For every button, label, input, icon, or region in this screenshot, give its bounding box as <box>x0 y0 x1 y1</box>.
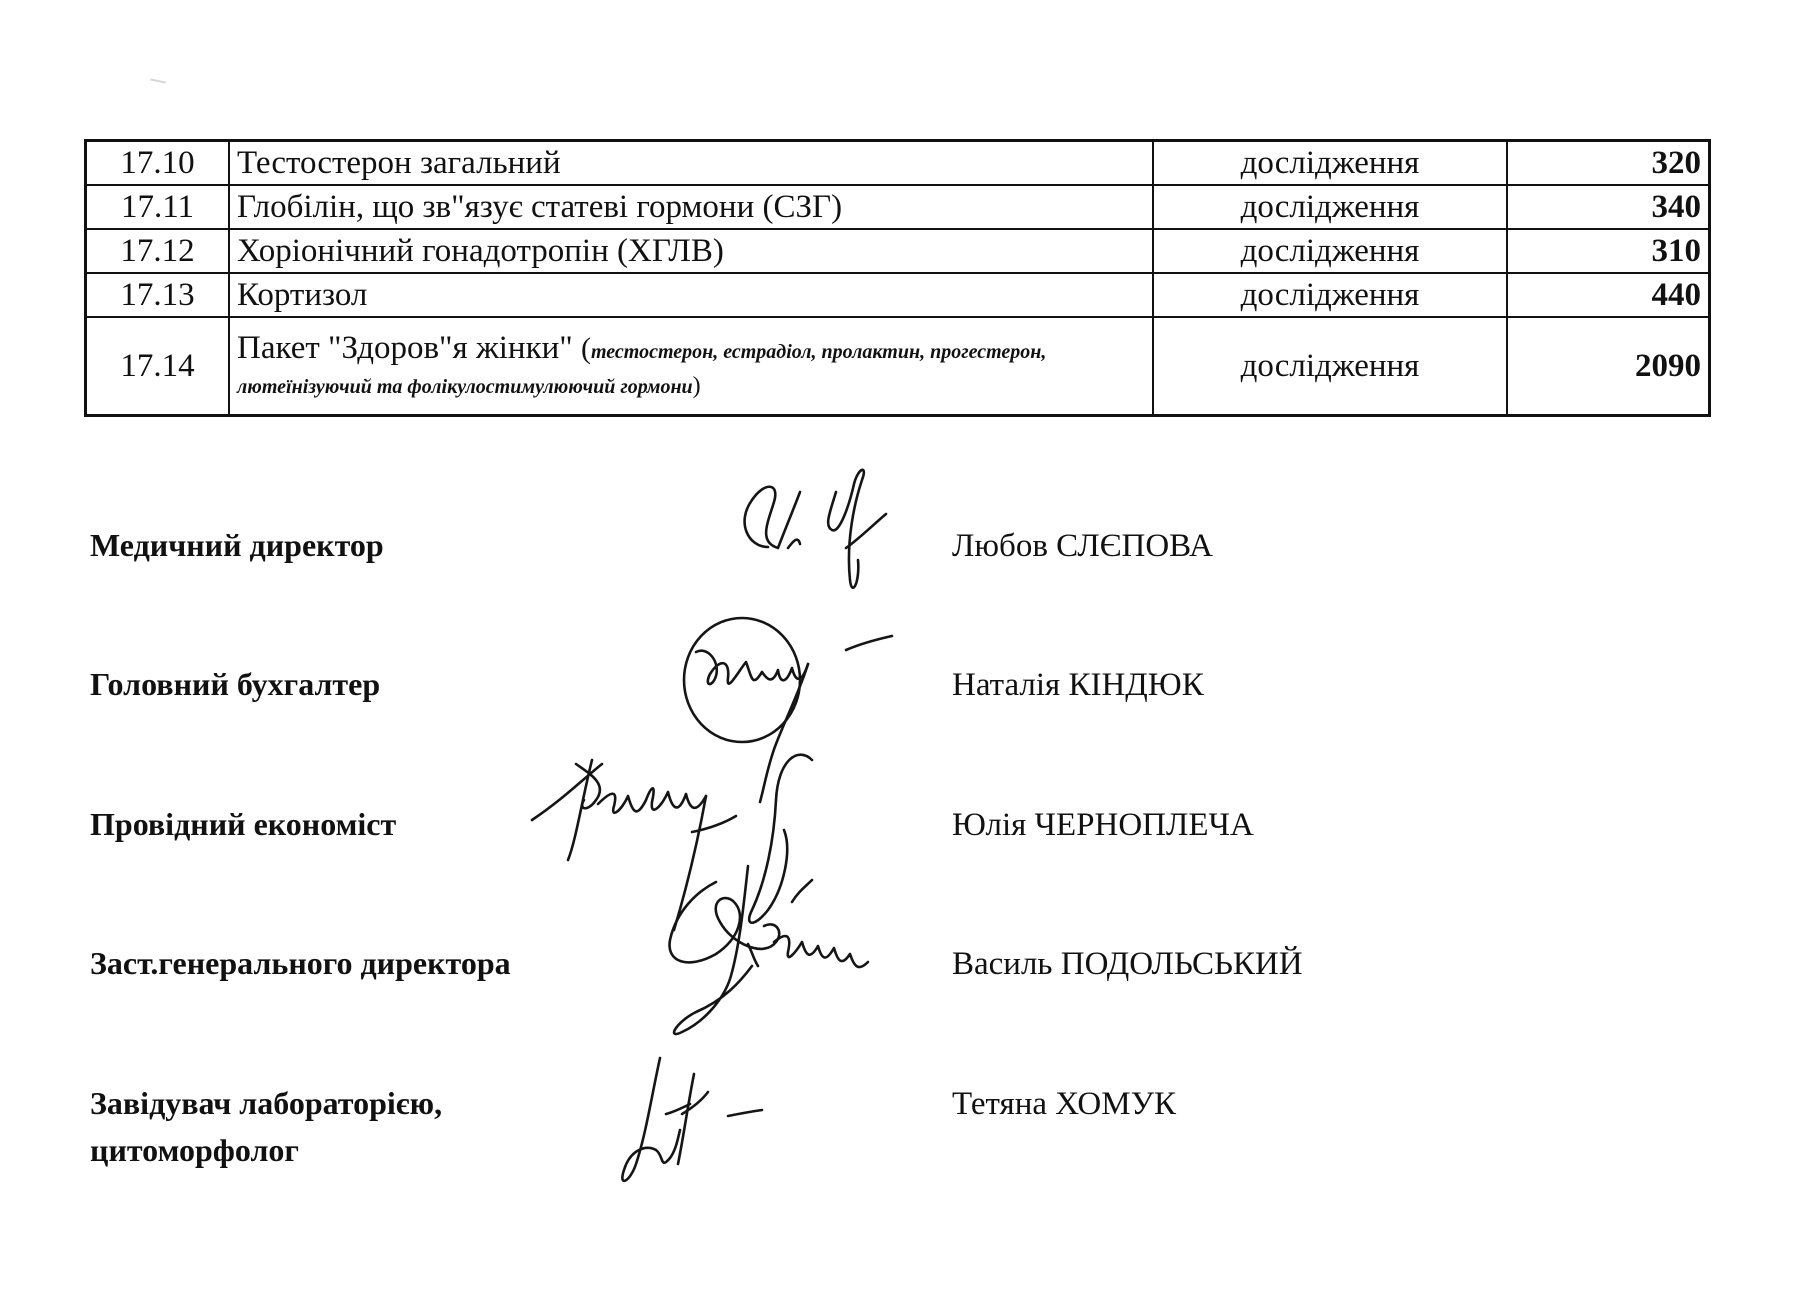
service-name-text: Кортизол <box>237 276 368 313</box>
service-price: 2090 <box>1507 317 1710 416</box>
scan-speck <box>150 78 166 83</box>
signature-lab-head <box>612 1054 792 1194</box>
table-row <box>86 317 1710 416</box>
service-price: 440 <box>1507 273 1710 317</box>
service-price: 320 <box>1507 141 1710 186</box>
service-code: 17.11 <box>86 185 230 229</box>
table-row <box>86 141 1710 186</box>
service-name-text: Тестостерон загальний <box>237 144 561 181</box>
signatory-title: Медичний директор <box>90 527 384 563</box>
service-name <box>229 273 1153 317</box>
signatory-title: Головний бухгалтер <box>90 666 381 702</box>
signatory-name: Василь ПОДОЛЬСЬКИЙ <box>952 946 1303 982</box>
service-name <box>229 317 1153 416</box>
table-row <box>86 185 1710 229</box>
service-code: 17.14 <box>86 317 230 416</box>
signature-deputy-general-director <box>636 862 916 1052</box>
service-code: 17.12 <box>86 229 230 273</box>
service-name-text: Пакет "Здоров"я жінки" <box>237 330 573 367</box>
service-name <box>229 185 1153 229</box>
service-code: 17.10 <box>86 141 230 186</box>
package-contents-note: тестостерон, естрадіол, пролактин, прогестерон, лютеїнізуючий та фолікулостимулюючий гормони <box>237 341 1047 398</box>
signatory-name: Любов СЛЄПОВА <box>952 528 1213 564</box>
note-close-paren: ) <box>692 373 701 399</box>
signatory-title: Завідувач лабораторією, цитоморфолог <box>90 1085 443 1168</box>
table-row <box>86 273 1710 317</box>
signatory-name: Наталія КІНДЮК <box>952 667 1204 703</box>
note-open-paren: ( <box>581 332 592 366</box>
signatory-title: Заст.генерального директора <box>90 945 511 981</box>
price-table <box>84 139 1711 417</box>
service-unit: дослідження <box>1153 229 1507 273</box>
service-unit: дослідження <box>1153 273 1507 317</box>
service-name <box>229 141 1153 186</box>
service-unit: дослідження <box>1153 141 1507 186</box>
signature-medical-director <box>728 462 928 602</box>
table-row <box>86 229 1710 273</box>
service-price: 340 <box>1507 185 1710 229</box>
service-name-text: Глобілін, що зв"язує статеві гормони (СЗГ) <box>237 188 843 225</box>
signatory-name: Юлія ЧЕРНОПЛЕЧА <box>952 807 1254 843</box>
service-unit: дослідження <box>1153 185 1507 229</box>
service-code: 17.13 <box>86 273 230 317</box>
service-name <box>229 229 1153 273</box>
service-unit: дослідження <box>1153 317 1507 416</box>
service-name-text: Хоріонічний гонадотропін (ХГЛВ) <box>237 232 724 269</box>
service-price: 310 <box>1507 229 1710 273</box>
signatory-name: Тетяна ХОМУК <box>952 1086 1176 1122</box>
signatory-title: Провідний економіст <box>90 806 397 842</box>
